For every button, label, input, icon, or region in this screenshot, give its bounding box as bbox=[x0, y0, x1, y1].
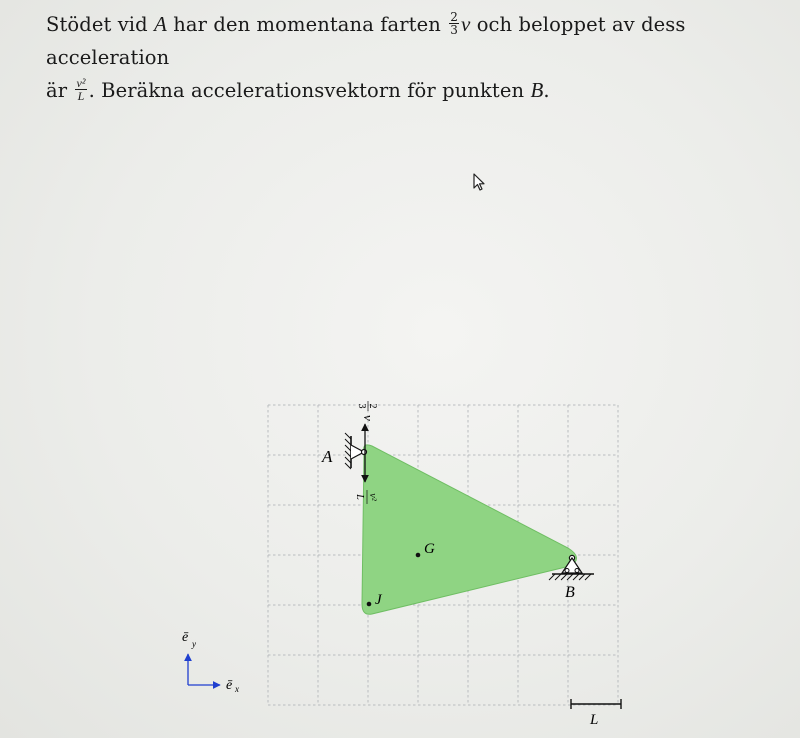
point-b-symbol: B bbox=[530, 78, 544, 102]
scale-bar bbox=[571, 699, 621, 728]
speed-variable: v bbox=[460, 12, 471, 36]
svg-text:v: v bbox=[361, 415, 376, 421]
velocity-label bbox=[356, 401, 378, 421]
text-segment: . bbox=[543, 79, 550, 102]
point-j bbox=[367, 602, 372, 607]
text-segment: har den momentana farten bbox=[166, 13, 448, 36]
svg-text:x: x bbox=[235, 684, 239, 694]
label-a: A bbox=[322, 447, 333, 466]
text-segment: . Beräkna accelerationsvektorn för punkten bbox=[88, 79, 531, 102]
svg-text:L: L bbox=[354, 494, 365, 500]
svg-text:2: 2 bbox=[367, 403, 378, 409]
text-segment: och beloppet av dess acceleration bbox=[46, 13, 686, 69]
support-a bbox=[345, 433, 367, 469]
ex-label: ē bbox=[226, 678, 233, 693]
svg-text:3: 3 bbox=[356, 403, 367, 409]
svg-text:y: y bbox=[192, 639, 196, 649]
speed-fraction: $\frac{2}{3}$ bbox=[450, 10, 458, 37]
label-j: J bbox=[375, 592, 382, 608]
text-segment: är bbox=[46, 79, 74, 102]
coordinate-axes bbox=[182, 630, 239, 694]
scale-label: L bbox=[590, 712, 599, 728]
point-a-symbol: A bbox=[154, 12, 167, 36]
label-b: B bbox=[565, 584, 575, 601]
label-g: G bbox=[424, 541, 435, 557]
rigid-plate bbox=[362, 445, 577, 614]
ey-label: ē bbox=[182, 630, 189, 645]
text-segment: Stödet vid bbox=[46, 13, 155, 36]
point-g bbox=[416, 553, 421, 558]
svg-text:v²: v² bbox=[367, 493, 378, 501]
acceleration-fraction: $\frac{\text{v²}}{L}$ bbox=[76, 76, 86, 103]
